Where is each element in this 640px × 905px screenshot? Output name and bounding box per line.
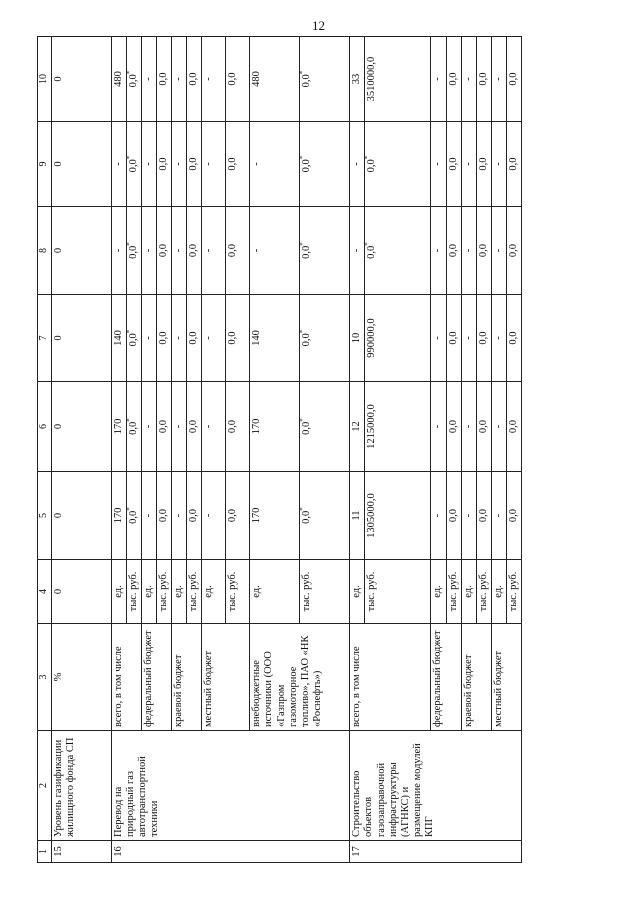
value-cell: 10 (350, 295, 365, 382)
footnote-mark: * (125, 70, 134, 75)
value-cell: 0,0 (157, 382, 172, 472)
value-cell: - (250, 122, 300, 207)
unit-cell: ед. (350, 560, 365, 624)
header-cell: 10 (38, 37, 52, 122)
value-cell: 170 (112, 382, 127, 472)
value-cell: - (202, 472, 226, 560)
value-cell: - (172, 382, 187, 472)
value-cell: 170 (250, 382, 300, 472)
header-cell: 8 (38, 207, 52, 295)
unit-cell: ед. (461, 560, 476, 624)
value-cell: 1305000,0 (365, 472, 431, 560)
value-cell: 0,0 (506, 37, 521, 122)
value-cell (127, 207, 142, 295)
source-label: всего, в том числе (112, 624, 142, 731)
value-cell (300, 382, 350, 472)
value-cell: 0,0 (446, 207, 461, 295)
table-row (52, 37, 112, 863)
unit-cell: ед. (431, 560, 446, 624)
source-label: федеральный бюджет (431, 624, 461, 731)
value-cell: 0,0 (157, 37, 172, 122)
unit-cell: тыс. руб. (446, 560, 461, 624)
value-cell: 140 (250, 295, 300, 382)
value-text: 0,0 (301, 333, 313, 347)
value-cell: 0,0 (226, 37, 250, 122)
unit-cell: тыс. руб. (365, 560, 431, 624)
value-text: 0,0 (301, 421, 313, 435)
value-cell: 33 (350, 37, 365, 122)
value-cell: - (202, 37, 226, 122)
unit-cell: тыс. руб. (187, 560, 202, 624)
value-cell: - (350, 122, 365, 207)
rotated-table-wrapper (37, 37, 612, 863)
value-cell: 0,0 (446, 37, 461, 122)
value-cell: 0,0 (446, 122, 461, 207)
value-text: 0,0 (128, 245, 140, 259)
value-text: 0,0 (301, 510, 313, 524)
value-cell: - (431, 472, 446, 560)
footnote-mark: * (363, 242, 372, 246)
value-cell: - (461, 382, 476, 472)
value-cell: 0,0 (157, 472, 172, 560)
table-row (350, 37, 365, 863)
header-cell: 5 (38, 472, 52, 560)
value-cell: 0,0 (157, 122, 172, 207)
footnote-mark: * (125, 155, 134, 160)
value-text: 0,0 (301, 245, 313, 259)
value-cell: 0,0 (187, 382, 202, 472)
value-text: 0,0 (301, 159, 313, 173)
source-label: краевой бюджет (461, 624, 491, 731)
footnote-mark: * (298, 155, 307, 160)
value-cell: 0 (52, 122, 112, 207)
source-label: внебюджетные источники (ООО «Газпром газомоторное топливо», ПАО «НК «Роснефть») (250, 624, 350, 731)
value-cell (365, 207, 431, 295)
value-cell: - (202, 122, 226, 207)
value-cell: - (202, 207, 226, 295)
value-cell: 0,0 (506, 207, 521, 295)
value-cell: - (112, 122, 127, 207)
value-cell: 1215000,0 (365, 382, 431, 472)
value-cell: 11 (350, 472, 365, 560)
value-cell: - (461, 472, 476, 560)
indicator-name: Перевод на природный газ автотранспортной техники (112, 731, 350, 841)
unit-cell: ед. (491, 560, 506, 624)
value-text: 0,0 (128, 333, 140, 347)
source-label: краевой бюджет (172, 624, 202, 731)
value-cell: 0,0 (187, 122, 202, 207)
value-cell: - (491, 472, 506, 560)
value-cell: - (172, 472, 187, 560)
header-cell: 9 (38, 122, 52, 207)
source-label: местный бюджет (202, 624, 250, 731)
value-text: 0,0 (366, 159, 378, 173)
value-cell: 0,0 (187, 207, 202, 295)
indicator-name: Уровень газификации жилищного фонда СП (52, 731, 112, 841)
value-cell: 170 (250, 472, 300, 560)
value-cell: - (172, 37, 187, 122)
value-cell: - (250, 207, 300, 295)
header-cell: 6 (38, 382, 52, 472)
value-cell: 0,0 (446, 295, 461, 382)
value-cell: 0,0 (476, 382, 491, 472)
unit-cell: ед. (142, 560, 157, 624)
value-cell: - (202, 382, 226, 472)
value-cell: - (491, 295, 506, 382)
unit-cell: тыс. руб. (127, 560, 142, 624)
value-cell: - (202, 295, 226, 382)
value-cell: - (172, 295, 187, 382)
value-cell: 0 (52, 37, 112, 122)
value-text: 0,0 (128, 159, 140, 173)
value-cell: - (431, 295, 446, 382)
value-cell: - (142, 382, 157, 472)
value-cell (127, 295, 142, 382)
value-cell: - (142, 122, 157, 207)
header-cell: 1 (38, 841, 52, 863)
row-number: 16 (112, 841, 350, 863)
value-cell: 140 (112, 295, 127, 382)
value-cell: 170 (112, 472, 127, 560)
value-cell: - (461, 37, 476, 122)
value-cell: 0,0 (226, 382, 250, 472)
value-cell (300, 122, 350, 207)
value-cell: - (491, 122, 506, 207)
header-cell: 2 (38, 731, 52, 841)
value-cell: 0,0 (476, 295, 491, 382)
footnote-mark: * (363, 155, 372, 160)
value-cell: - (350, 207, 365, 295)
footnote-mark: * (125, 242, 134, 246)
header-cell: 7 (38, 295, 52, 382)
footnote-mark: * (125, 507, 134, 511)
value-cell: 0,0 (476, 207, 491, 295)
indicator-table (37, 36, 522, 863)
value-cell: 3510000,0 (365, 37, 431, 122)
source-label: всего, в том числе (350, 624, 431, 731)
unit-cell: ед. (112, 560, 127, 624)
value-text: 0,0 (128, 74, 140, 88)
unit-cell: тыс. руб. (506, 560, 521, 624)
value-cell: - (461, 207, 476, 295)
footnote-mark: * (298, 70, 307, 75)
value-cell (300, 37, 350, 122)
value-cell: - (491, 382, 506, 472)
value-cell: - (431, 37, 446, 122)
value-cell: 990000,0 (365, 295, 431, 382)
value-cell: 0,0 (446, 382, 461, 472)
value-cell: - (491, 37, 506, 122)
footnote-mark: * (298, 507, 307, 511)
value-cell: 0,0 (476, 472, 491, 560)
value-cell: - (431, 382, 446, 472)
row-number: 15 (52, 841, 112, 863)
unit-cell: ед. (202, 560, 226, 624)
value-cell: 0 (52, 382, 112, 472)
value-cell: 0 (52, 472, 112, 560)
value-cell: 0,0 (506, 382, 521, 472)
value-cell: 480 (112, 37, 127, 122)
value-cell: - (431, 122, 446, 207)
value-cell: 0,0 (226, 122, 250, 207)
value-cell: 0,0 (226, 295, 250, 382)
value-cell: 480 (250, 37, 300, 122)
value-cell: 0,0 (157, 295, 172, 382)
value-cell (365, 122, 431, 207)
value-text: 0,0 (301, 74, 313, 88)
table-row (112, 37, 127, 863)
footnote-mark: * (125, 418, 134, 422)
unit-cell: тыс. руб. (157, 560, 172, 624)
value-cell: 0,0 (506, 295, 521, 382)
header-cell: 4 (38, 560, 52, 624)
page-number: 12 (312, 18, 325, 33)
value-cell: 0,0 (187, 295, 202, 382)
value-cell (300, 472, 350, 560)
value-cell: 0,0 (506, 472, 521, 560)
value-text: 0,0 (366, 245, 378, 259)
indicator-name: Строительство объектов газозаправочной инфраструктуры (АГНКС) и размещение модулей КПГ (350, 731, 521, 841)
value-text: 0,0 (128, 421, 140, 435)
row-number: 17 (350, 841, 521, 863)
unit-cell: тыс. руб. (300, 560, 350, 624)
header-cell: 3 (38, 624, 52, 731)
value-cell: 0,0 (226, 472, 250, 560)
value-cell: 0 (52, 560, 112, 624)
value-text: 0,0 (128, 510, 140, 524)
unit-cell: ед. (172, 560, 187, 624)
value-cell (300, 295, 350, 382)
unit-cell: тыс. руб. (476, 560, 491, 624)
value-cell: - (142, 207, 157, 295)
value-cell: 0,0 (446, 472, 461, 560)
footnote-mark: * (298, 418, 307, 422)
value-cell: 0,0 (476, 37, 491, 122)
value-cell: - (172, 207, 187, 295)
value-cell: - (142, 472, 157, 560)
footnote-mark: * (298, 329, 307, 334)
value-cell (127, 37, 142, 122)
source-label: местный бюджет (491, 624, 521, 731)
value-cell: - (172, 122, 187, 207)
value-cell: 0,0 (476, 122, 491, 207)
value-cell: 0,0 (187, 472, 202, 560)
footnote-mark: * (125, 329, 134, 334)
value-cell: - (142, 37, 157, 122)
footnote-mark: * (298, 242, 307, 246)
source-label: федеральный бюджет (142, 624, 172, 731)
value-cell (127, 122, 142, 207)
value-cell: - (491, 207, 506, 295)
value-cell: - (142, 295, 157, 382)
value-cell (127, 382, 142, 472)
unit-cell: ед. (250, 560, 300, 624)
value-cell: - (112, 207, 127, 295)
value-cell: 12 (350, 382, 365, 472)
unit-cell: % (52, 624, 112, 731)
unit-cell: тыс. руб. (226, 560, 250, 624)
value-cell (127, 472, 142, 560)
value-cell: 0 (52, 207, 112, 295)
value-cell: - (461, 295, 476, 382)
value-cell: - (431, 207, 446, 295)
value-cell: 0,0 (506, 122, 521, 207)
value-cell: 0,0 (226, 207, 250, 295)
value-cell: - (461, 122, 476, 207)
header-row (38, 37, 52, 863)
value-cell: 0,0 (157, 207, 172, 295)
value-cell (300, 207, 350, 295)
value-cell: 0 (52, 295, 112, 382)
value-cell: 0,0 (187, 37, 202, 122)
